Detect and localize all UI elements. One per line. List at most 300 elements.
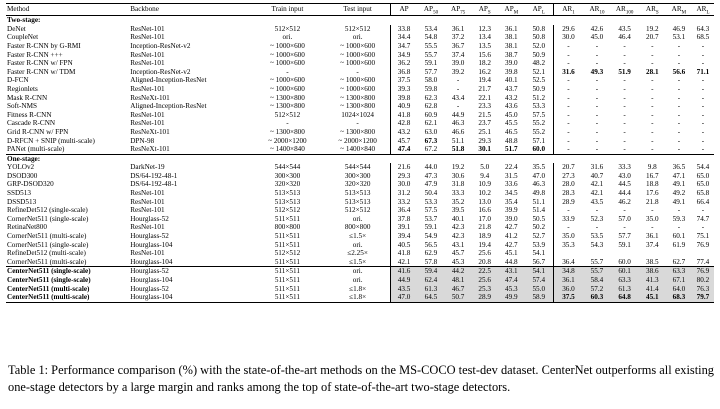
value-cell: - bbox=[677, 127, 681, 136]
value-cell: 51.2 bbox=[532, 93, 546, 102]
value-cell: 512×512 bbox=[344, 206, 371, 215]
value-cell: 59.4 bbox=[417, 267, 444, 276]
value-cell: 58.0 bbox=[424, 76, 438, 85]
value-cell: 43.4 bbox=[451, 93, 465, 102]
value-cell: 43.6 bbox=[505, 102, 518, 111]
results-table bbox=[6, 3, 714, 303]
value-cell: - bbox=[623, 206, 626, 215]
column-header: $AP_S$ bbox=[472, 4, 498, 16]
value-cell: 46.6 bbox=[451, 127, 465, 136]
value-cell: 36.4 bbox=[553, 258, 583, 267]
value-cell: - bbox=[595, 41, 599, 50]
value-cell: - bbox=[701, 110, 705, 119]
value-cell: 29.3 bbox=[390, 172, 417, 181]
backbone-cell: ResNet-101 bbox=[130, 223, 165, 232]
value-cell: 50.5 bbox=[532, 214, 546, 223]
backbone-cell: ResNet-101 bbox=[130, 197, 165, 206]
table-row bbox=[6, 215, 714, 224]
value-cell: 76.3 bbox=[692, 284, 714, 293]
value-cell: 52.0 bbox=[532, 41, 546, 50]
table-caption: Table 1: Performance comparison (%) with the state-of-the-art methods on the MS-COCO test-dev dataset. CenterNet outperforms all existing one-stage detectors by a large margin and ranks among the top of state-of-the-art two-stage detectors. bbox=[8, 363, 714, 394]
value-cell: 544×544 bbox=[274, 163, 301, 172]
value-cell: - bbox=[595, 223, 599, 232]
value-cell: 80.2 bbox=[692, 276, 714, 285]
value-cell: 47.0 bbox=[390, 293, 417, 302]
value-cell: 513×513 bbox=[344, 189, 371, 198]
value-cell: - bbox=[701, 206, 705, 215]
value-cell: 13.0 bbox=[478, 197, 491, 206]
value-cell: - bbox=[595, 206, 599, 215]
value-cell: 42.3 bbox=[451, 223, 465, 232]
value-cell: - bbox=[623, 119, 626, 128]
value-cell: 55.2 bbox=[532, 127, 546, 136]
backbone-cell: Hourglass-52 bbox=[129, 267, 249, 276]
value-cell: 56.6 bbox=[672, 67, 686, 76]
value-cell: 62.8 bbox=[424, 102, 438, 111]
value-cell: - bbox=[651, 76, 654, 85]
value-cell: ~ 1000×600 bbox=[269, 50, 305, 59]
value-cell: 16.7 bbox=[645, 171, 659, 180]
value-cell: 44.9 bbox=[451, 110, 465, 119]
value-cell: 46.9 bbox=[672, 24, 686, 33]
value-cell: 49.8 bbox=[532, 189, 546, 198]
value-cell: 65.8 bbox=[696, 189, 710, 198]
value-cell: 60.9 bbox=[424, 110, 438, 119]
value-cell: - bbox=[701, 41, 705, 50]
value-cell: 31.8 bbox=[451, 180, 465, 189]
value-cell bbox=[611, 249, 639, 258]
value-cell: ~ 1000×600 bbox=[269, 84, 305, 93]
value-cell: ≤1.5× bbox=[349, 257, 367, 266]
value-cell: 60.1 bbox=[672, 232, 686, 241]
value-cell: 35.0 bbox=[645, 214, 659, 223]
value-cell: - bbox=[595, 136, 599, 145]
value-cell: 51.1 bbox=[451, 136, 465, 145]
value-cell: 47.3 bbox=[424, 171, 438, 180]
value-cell: 21.5 bbox=[478, 110, 491, 119]
value-cell: 20.7 bbox=[553, 163, 583, 172]
value-cell: ~ 1300×800 bbox=[340, 93, 376, 102]
value-cell: 28.9 bbox=[472, 293, 498, 302]
value-cell: - bbox=[677, 145, 681, 154]
value-cell: 512×512 bbox=[274, 110, 301, 119]
value-cell: - bbox=[553, 102, 583, 111]
value-cell: 60.1 bbox=[611, 267, 639, 276]
value-cell: 63.3 bbox=[611, 276, 639, 285]
value-cell: - bbox=[595, 102, 599, 111]
value-cell: 49.1 bbox=[672, 180, 686, 189]
value-cell: 64.8 bbox=[611, 293, 639, 302]
table-row bbox=[6, 111, 714, 120]
value-cell: - bbox=[356, 67, 359, 76]
value-cell: 76.9 bbox=[696, 240, 710, 249]
value-cell: 53.7 bbox=[424, 214, 438, 223]
column-header: $AR_1$ bbox=[553, 4, 583, 16]
table-row bbox=[6, 59, 714, 68]
value-cell: 43.5 bbox=[390, 284, 417, 293]
value-cell: 51.9 bbox=[618, 67, 631, 76]
value-cell: - bbox=[456, 76, 460, 85]
value-cell: ~ 1400×840 bbox=[340, 145, 376, 154]
value-cell: 45.3 bbox=[498, 284, 525, 293]
value-cell: 67.1 bbox=[666, 276, 692, 285]
column-header: $AR_L$ bbox=[692, 4, 714, 16]
value-cell: 512×512 bbox=[274, 24, 301, 33]
value-cell: 50.8 bbox=[532, 33, 546, 42]
value-cell: 35.0 bbox=[553, 232, 583, 241]
value-cell: 33.9 bbox=[553, 215, 583, 224]
value-cell: 45.3 bbox=[451, 257, 465, 266]
value-cell: 56.5 bbox=[424, 240, 438, 249]
value-cell: 57.5 bbox=[424, 206, 438, 215]
value-cell: - bbox=[677, 206, 681, 215]
value-cell: 53.1 bbox=[672, 33, 686, 42]
value-cell: 43.5 bbox=[618, 24, 631, 33]
value-cell: 13.5 bbox=[478, 41, 491, 50]
value-cell: 43.5 bbox=[590, 197, 604, 206]
value-cell: - bbox=[553, 76, 583, 85]
value-cell: 42.3 bbox=[451, 232, 465, 241]
value-cell: - bbox=[595, 59, 599, 68]
value-cell: 45.5 bbox=[505, 119, 518, 128]
value-cell: 54.8 bbox=[424, 33, 438, 42]
column-header: $AP_{50}$ bbox=[417, 4, 444, 16]
value-cell: 16.6 bbox=[478, 206, 491, 215]
value-cell: 55.7 bbox=[583, 267, 610, 276]
value-cell: 21.8 bbox=[478, 223, 491, 232]
value-cell: - bbox=[623, 223, 626, 232]
method-cell: CenterNet511 (single-scale) bbox=[7, 276, 91, 284]
value-cell: 28.9 bbox=[553, 197, 583, 206]
value-cell: ~ 1300×800 bbox=[340, 102, 376, 111]
value-cell: 25.3 bbox=[472, 284, 498, 293]
value-cell: 64.0 bbox=[666, 284, 692, 293]
value-cell: 63.3 bbox=[666, 267, 692, 276]
value-cell: 55.5 bbox=[424, 41, 438, 50]
value-cell: 511×511 bbox=[274, 284, 300, 293]
value-cell: - bbox=[553, 50, 583, 59]
value-cell: 59.3 bbox=[672, 214, 686, 223]
method-cell: Grid R-CNN w/ FPN bbox=[7, 127, 69, 136]
value-cell: - bbox=[595, 127, 599, 136]
value-cell: 28.3 bbox=[553, 189, 583, 198]
value-cell: 53.9 bbox=[532, 240, 546, 249]
value-cell: 51.7 bbox=[505, 145, 518, 154]
value-cell: ~ 1000×600 bbox=[269, 59, 305, 68]
value-cell: ~ 1300×800 bbox=[340, 127, 376, 136]
value-cell: ~ 2000×1200 bbox=[338, 136, 377, 145]
value-cell: 33.3 bbox=[618, 163, 631, 172]
table-row bbox=[6, 93, 714, 102]
method-cell: Faster R-CNN w/ FPN bbox=[7, 59, 73, 68]
table-row bbox=[6, 249, 714, 258]
value-cell: - bbox=[623, 136, 626, 145]
value-cell: 41.8 bbox=[390, 111, 417, 120]
method-cell: RefineDet512 (single-scale) bbox=[7, 206, 88, 215]
value-cell: 39.2 bbox=[451, 67, 465, 76]
value-cell: 511×511 bbox=[274, 240, 300, 249]
value-cell: 57.7 bbox=[424, 67, 438, 76]
backbone-cell: ResNeXt-101 bbox=[130, 93, 170, 102]
backbone-cell: Hourglass-104 bbox=[130, 257, 173, 266]
value-cell: 44.4 bbox=[618, 189, 631, 198]
value-cell: 17.6 bbox=[645, 189, 659, 198]
value-cell: 55.7 bbox=[590, 257, 604, 266]
backbone-cell: ResNet-101 bbox=[130, 189, 165, 198]
value-cell: 33.8 bbox=[390, 25, 417, 34]
value-cell: 300×300 bbox=[344, 171, 371, 180]
value-cell: 46.4 bbox=[618, 33, 631, 42]
value-cell: 42.1 bbox=[390, 258, 417, 267]
value-cell: 55.7 bbox=[424, 50, 438, 59]
value-cell: 12.3 bbox=[478, 24, 491, 33]
backbone-cell: ResNet-101 bbox=[130, 206, 165, 215]
value-cell: ~ 1000×600 bbox=[340, 50, 376, 59]
value-cell: - bbox=[701, 102, 705, 111]
value-cell: 512×512 bbox=[274, 249, 301, 258]
value-cell: 38.5 bbox=[645, 257, 659, 266]
table-row bbox=[6, 189, 714, 198]
table-row bbox=[6, 42, 714, 51]
method-cell: CoupleNet bbox=[7, 33, 39, 42]
value-cell: ~ 1300×800 bbox=[269, 127, 305, 136]
value-cell: 513×513 bbox=[274, 189, 301, 198]
value-cell: 44.5 bbox=[618, 180, 631, 189]
table-row bbox=[6, 25, 714, 34]
column-header: $AR_{10}$ bbox=[583, 4, 610, 16]
value-cell: 544×544 bbox=[344, 163, 371, 172]
value-cell: 39.3 bbox=[390, 85, 417, 94]
table-row bbox=[6, 197, 714, 206]
value-cell: 50.9 bbox=[532, 50, 546, 59]
backbone-cell: DarkNet-19 bbox=[130, 163, 165, 172]
backbone-cell: Hourglass-52 bbox=[130, 214, 169, 223]
value-cell: 37.5 bbox=[553, 293, 583, 302]
value-cell: 57.8 bbox=[424, 257, 438, 266]
value-cell: 9.4 bbox=[480, 171, 490, 180]
value-cell: 20.7 bbox=[645, 33, 659, 42]
value-cell: 1024×1024 bbox=[341, 110, 375, 119]
value-cell: ≤1.8× bbox=[349, 284, 367, 293]
value-cell: 67.3 bbox=[424, 136, 438, 145]
table-header-row bbox=[6, 4, 714, 16]
value-cell: 513×513 bbox=[274, 197, 301, 206]
section-title: One-stage: bbox=[6, 154, 714, 163]
value-cell: - bbox=[651, 206, 654, 215]
value-cell: 300×300 bbox=[274, 171, 301, 180]
value-cell: 34.4 bbox=[390, 33, 417, 42]
value-cell: 45.1 bbox=[639, 293, 666, 302]
table-row bbox=[6, 276, 714, 285]
value-cell: 53.4 bbox=[424, 24, 438, 33]
value-cell: - bbox=[623, 84, 626, 93]
backbone-cell: ResNeXt-101 bbox=[130, 145, 170, 154]
value-cell: 35.4 bbox=[505, 197, 518, 206]
value-cell: 64.3 bbox=[696, 24, 710, 33]
value-cell: 5.0 bbox=[480, 163, 490, 172]
value-cell: 46.7 bbox=[445, 284, 472, 293]
value-cell: - bbox=[356, 119, 359, 128]
value-cell: 511×511 bbox=[249, 293, 325, 302]
value-cell: 66.4 bbox=[696, 197, 710, 206]
value-cell: 57.0 bbox=[618, 214, 631, 223]
value-cell: 47.4 bbox=[390, 145, 417, 154]
value-cell bbox=[666, 249, 692, 258]
value-cell: 31.2 bbox=[390, 189, 417, 198]
value-cell: 76.9 bbox=[692, 267, 714, 276]
backbone-cell: ResNet-101 bbox=[130, 110, 165, 119]
table-row bbox=[6, 136, 714, 145]
value-cell: 40.7 bbox=[590, 171, 604, 180]
value-cell: 47.4 bbox=[498, 276, 525, 285]
table-row bbox=[6, 85, 714, 94]
value-cell: - bbox=[623, 110, 626, 119]
value-cell: - bbox=[701, 145, 705, 154]
column-header: $AP_M$ bbox=[498, 4, 525, 16]
value-cell: 54.3 bbox=[590, 240, 604, 249]
value-cell: 25.6 bbox=[472, 276, 498, 285]
value-cell: ~ 1000×600 bbox=[340, 59, 376, 68]
method-cell: RetinaNet800 bbox=[7, 223, 47, 232]
value-cell: - bbox=[677, 93, 681, 102]
value-cell: 35.2 bbox=[451, 197, 465, 206]
table-row bbox=[6, 50, 714, 59]
value-cell: - bbox=[651, 41, 654, 50]
value-cell: - bbox=[456, 84, 460, 93]
value-cell: 10.2 bbox=[478, 189, 491, 198]
value-cell: 62.3 bbox=[424, 93, 438, 102]
value-cell: - bbox=[677, 119, 681, 128]
backbone-cell: DPN-98 bbox=[130, 136, 155, 145]
value-cell: - bbox=[595, 84, 599, 93]
value-cell: ≤1.5× bbox=[349, 232, 367, 241]
value-cell: 31.6 bbox=[553, 68, 583, 77]
value-cell: - bbox=[623, 93, 626, 102]
value-cell: - bbox=[623, 41, 626, 50]
method-cell: DSSD513 bbox=[7, 197, 37, 206]
value-cell: - bbox=[677, 84, 681, 93]
value-cell: 62.7 bbox=[672, 257, 686, 266]
value-cell: - bbox=[701, 127, 705, 136]
column-header: $AR_{100}$ bbox=[611, 4, 639, 16]
table-row bbox=[6, 172, 714, 181]
value-cell: ~ 1000×600 bbox=[340, 84, 376, 93]
value-cell: 54.4 bbox=[696, 163, 710, 172]
value-cell: - bbox=[553, 223, 583, 232]
value-cell: ori. bbox=[352, 240, 363, 249]
value-cell: 57.4 bbox=[525, 276, 553, 285]
value-cell: 40.1 bbox=[451, 214, 465, 223]
value-cell: 36.5 bbox=[672, 163, 686, 172]
value-cell: 30.0 bbox=[553, 33, 583, 42]
value-cell: 19.2 bbox=[645, 24, 659, 33]
value-cell: 13.4 bbox=[478, 33, 491, 42]
value-cell: - bbox=[677, 59, 681, 68]
value-cell: - bbox=[701, 136, 705, 145]
value-cell: ~ 2000×1200 bbox=[268, 136, 307, 145]
method-cell: D-FCN bbox=[7, 76, 29, 85]
method-cell: Cascade R-CNN bbox=[7, 119, 56, 128]
value-cell: 61.3 bbox=[611, 284, 639, 293]
value-cell: 71.1 bbox=[696, 67, 710, 76]
value-cell: 511×511 bbox=[249, 267, 325, 276]
value-cell: 75.1 bbox=[696, 232, 710, 241]
value-cell: - bbox=[651, 110, 654, 119]
value-cell: 39.1 bbox=[390, 223, 417, 232]
column-header: Test input bbox=[326, 4, 391, 16]
value-cell: 62.9 bbox=[424, 249, 438, 258]
backbone-cell: Hourglass-104 bbox=[130, 240, 173, 249]
table-body bbox=[6, 16, 714, 303]
backbone-cell: ResNet-101 bbox=[130, 50, 165, 59]
value-cell: 50.9 bbox=[532, 84, 546, 93]
value-cell: - bbox=[623, 102, 626, 111]
value-cell: 53.5 bbox=[590, 232, 604, 241]
value-cell: 41.8 bbox=[390, 249, 417, 258]
value-cell: 44.9 bbox=[390, 276, 417, 285]
value-cell: 36.4 bbox=[390, 206, 417, 215]
value-cell: - bbox=[595, 76, 599, 85]
value-cell: 40.9 bbox=[390, 102, 417, 111]
value-cell: 36.1 bbox=[553, 276, 583, 285]
value-cell: 28.1 bbox=[645, 67, 659, 76]
backbone-cell: ResNeXt-101 bbox=[130, 127, 170, 136]
value-cell: - bbox=[553, 111, 583, 120]
table-row bbox=[6, 68, 714, 77]
method-cell: CenterNet511 (multi-scale) bbox=[7, 284, 90, 293]
table-row bbox=[6, 128, 714, 137]
backbone-cell: ResNet-101 bbox=[130, 24, 165, 33]
value-cell: - bbox=[553, 93, 583, 102]
value-cell: 320×320 bbox=[274, 180, 301, 189]
value-cell: 57.2 bbox=[583, 284, 610, 293]
method-cell: D-RFCN + SNIP (multi-scale) bbox=[7, 136, 95, 145]
value-cell: 45.0 bbox=[590, 33, 604, 42]
value-cell: ~ 1000×600 bbox=[340, 41, 376, 50]
value-cell: 35.3 bbox=[553, 240, 583, 249]
value-cell: - bbox=[623, 127, 626, 136]
value-cell: 57.1 bbox=[532, 136, 546, 145]
value-cell: 47.0 bbox=[532, 171, 546, 180]
section-title: Two-stage: bbox=[7, 16, 41, 25]
value-cell: - bbox=[623, 50, 626, 59]
value-cell: 44.2 bbox=[445, 267, 472, 276]
value-cell: 52.7 bbox=[532, 232, 546, 241]
value-cell: - bbox=[677, 136, 681, 145]
backbone-cell: Hourglass-104 bbox=[130, 276, 173, 284]
value-cell: - bbox=[286, 67, 289, 76]
value-cell: 33.2 bbox=[390, 197, 417, 206]
method-cell: Faster R-CNN by G-RMI bbox=[7, 41, 81, 50]
value-cell: - bbox=[553, 206, 583, 215]
value-cell: 62.1 bbox=[424, 119, 438, 128]
value-cell: - bbox=[677, 223, 681, 232]
value-cell: - bbox=[701, 119, 705, 128]
value-cell: 59.1 bbox=[424, 223, 438, 232]
value-cell: 17.0 bbox=[478, 214, 491, 223]
value-cell: 56.7 bbox=[532, 257, 546, 266]
value-cell: 43.1 bbox=[451, 240, 465, 249]
value-cell: - bbox=[677, 110, 681, 119]
value-cell: 512×512 bbox=[344, 24, 371, 33]
value-cell: 42.1 bbox=[590, 189, 604, 198]
value-cell: 65.0 bbox=[696, 171, 710, 180]
value-cell bbox=[553, 249, 583, 258]
value-cell: ori. bbox=[326, 267, 391, 276]
method-cell: Faster R-CNN w/ TDM bbox=[7, 67, 76, 76]
value-cell: ~ 1000×600 bbox=[269, 41, 305, 50]
value-cell: 43.1 bbox=[498, 267, 525, 276]
